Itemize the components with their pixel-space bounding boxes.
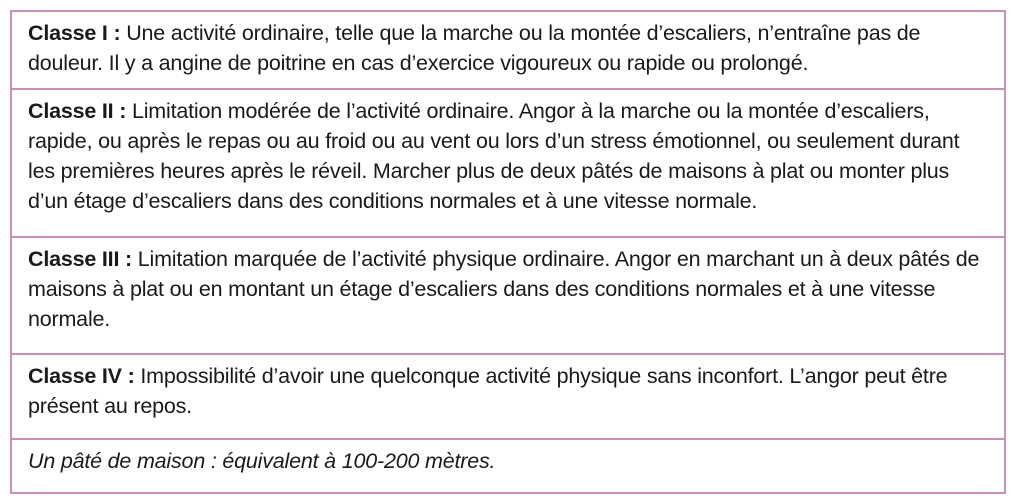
class-ii-text: Limitation modérée de l’activité ordinaire. Angor à la marche ou la montée d’escaliers, rapide, ou après le repas ou au froid ou au vent ou lors d’un stress émotionnel, ou seulement durant les premières heures après le réveil. Marcher plus de deux pâtés de maisons à plat ou monter plus d’un étage d’escaliers dans des conditions normales et à une vitesse normale. (28, 99, 960, 213)
class-iv-row (12, 355, 1004, 440)
class-i-row (12, 12, 1004, 90)
class-iv-label: Classe IV : (28, 364, 135, 388)
class-iii-label: Classe III : (28, 247, 132, 271)
footnote-row (12, 440, 1004, 492)
class-iii-row (12, 238, 1004, 355)
angina-classification-table (10, 10, 1006, 494)
class-ii-row (12, 90, 1004, 238)
class-iii-text: Limitation marquée de l’activité physique ordinaire. Angor en marchant un à deux pâtés de maisons à plat ou en montant un étage d’escaliers dans des conditions normales et à une vitesse normale. (28, 247, 980, 331)
class-i-label: Classe I : (28, 21, 121, 45)
footnote-text: Un pâté de maison : équivalent à 100-200 mètres. (28, 449, 496, 473)
class-i-text: Une activité ordinaire, telle que la marche ou la montée d’escaliers, n’entraîne pas de douleur. Il y a angine de poitrine en cas d’exercice vigoureux ou rapide ou prolongé. (28, 21, 921, 75)
class-ii-label: Classe II : (28, 99, 127, 123)
class-iv-text: Impossibilité d’avoir une quelconque activité physique sans inconfort. L’angor peut être présent au repos. (28, 364, 948, 418)
